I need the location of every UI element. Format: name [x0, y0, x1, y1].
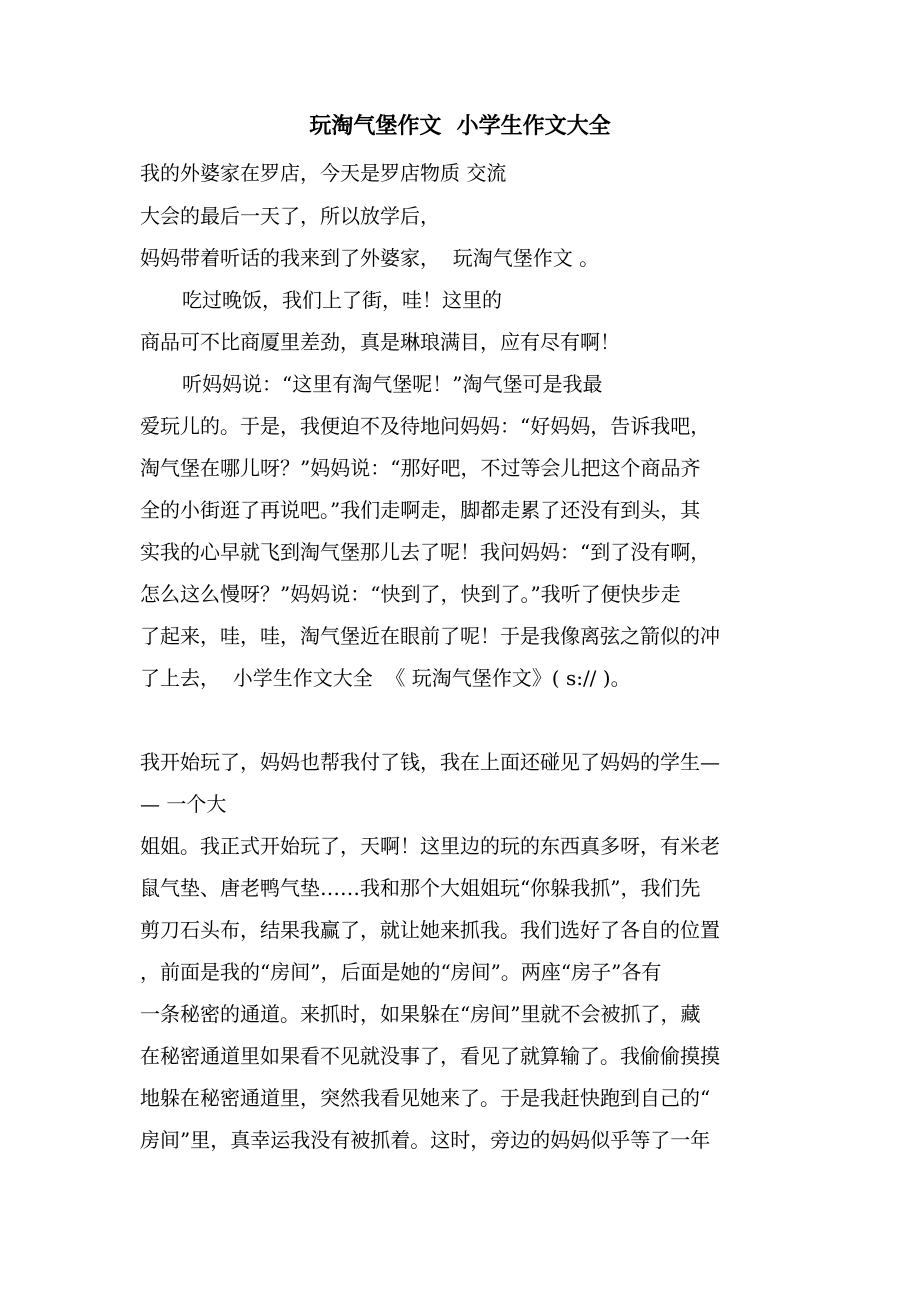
- text-line: 一条秘密的通道。来抓时，如果躲在“房间”里就不会被抓了，藏: [140, 1002, 701, 1026]
- text-line: 在秘密通道里如果看不见就没事了，看见了就算输了。我偷偷摸摸: [140, 1044, 720, 1068]
- text-line: 实我的心早就飞到淘气堡那儿去了呢！我问妈妈：“到了没有啊，: [140, 540, 711, 564]
- text-line: 了上去， 小学生作文大全 《 玩淘气堡作文》( s:// )。: [140, 666, 631, 690]
- text-line: — 一个大: [140, 792, 227, 816]
- text-line: 地躲在秘密通道里，突然我看见她来了。于是我赶快跑到自己的“: [140, 1086, 711, 1110]
- text-line: 淘气堡在哪儿呀？”妈妈说：“那好吧，不过等会儿把这个商品齐: [140, 456, 701, 480]
- text-line: 爱玩儿的。于是，我便迫不及待地问妈妈：“好妈妈，告诉我吧，: [140, 414, 711, 438]
- text-line: 我的外婆家在罗店，今天是罗店物质 交流: [140, 161, 507, 185]
- text-line: 鼠气垫、唐老鸭气垫……我和那个大姐姐玩“你躲我抓”，我们先: [140, 876, 701, 900]
- text-line: ，前面是我的“房间”，后面是她的“房间”。两座“房子”各有: [140, 960, 662, 984]
- text-line: 听妈妈说：“这里有淘气堡呢！”淘气堡可是我最: [182, 372, 603, 396]
- text-line: 房间”里，真幸运我没有被抓着。这时，旁边的妈妈似乎等了一年: [140, 1128, 711, 1152]
- text-line: 大会的最后一天了，所以放学后，: [140, 204, 440, 228]
- text-line: 了起来，哇，哇，淘气堡近在眼前了呢！于是我像离弦之箭似的冲: [140, 624, 720, 648]
- text-line: 我开始玩了，妈妈也帮我付了钱，我在上面还碰见了妈妈的学生—: [140, 750, 720, 774]
- text-line: 商品可不比商厦里差劲，真是琳琅满目，应有尽有啊！: [140, 330, 620, 354]
- text-line: 吃过晚饭，我们上了街，哇！这里的: [182, 288, 502, 312]
- document-title: 玩淘气堡作文 小学生作文大全: [309, 113, 611, 139]
- text-line: 剪刀石头布，结果我赢了，就让她来抓我。我们选好了各自的位置: [140, 918, 720, 942]
- text-line: 怎么这么慢呀？”妈妈说：“快到了，快到了。”我听了便快步走: [140, 582, 681, 606]
- text-line: 姐姐。我正式开始玩了，天啊！这里边的玩的东西真多呀，有米老: [140, 834, 720, 858]
- text-line: 妈妈带着听话的我来到了外婆家， 玩淘气堡作文 。: [140, 246, 600, 270]
- text-line: 全的小街逛了再说吧。”我们走啊走，脚都走累了还没有到头，其: [140, 498, 701, 522]
